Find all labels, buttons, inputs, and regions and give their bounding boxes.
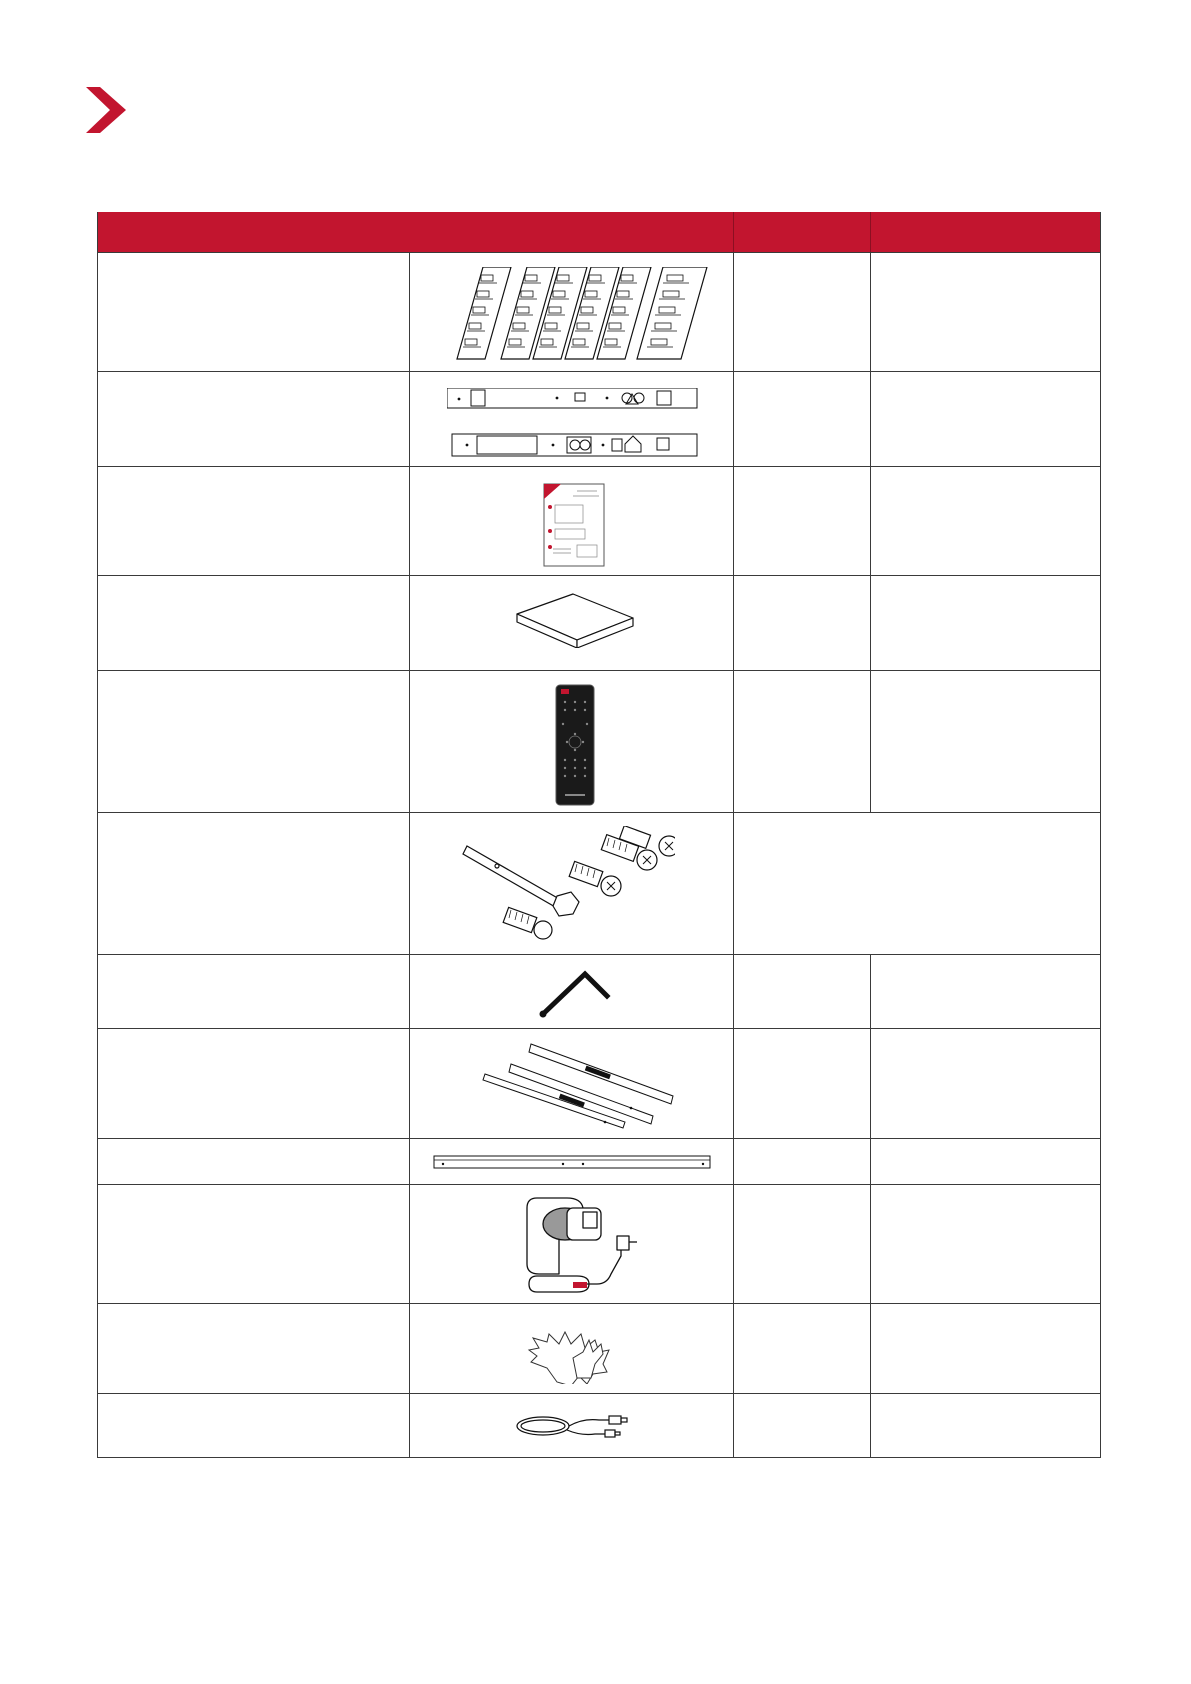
header-divider-1 [733,212,734,252]
hex-key-icon [539,968,611,1020]
col-divider-1 [409,252,410,1458]
cable-hook-sheets-icon [437,267,709,361]
brand-chevron-icon [84,87,126,133]
row-divider [97,1393,1101,1394]
gloves-icon [527,1316,613,1384]
row-divider [97,1028,1101,1029]
col-divider-3b [870,954,871,1458]
row-divider [97,812,1101,813]
table-border-left [97,212,98,1458]
mounting-brackets-icon [447,388,699,458]
row-divider [97,1138,1101,1139]
remote-control-icon [555,684,595,806]
row-divider [97,1303,1101,1304]
table-border-bottom [97,1457,1101,1458]
box-icon [513,592,637,648]
row-divider [97,575,1101,576]
row-divider [97,252,1101,253]
row-divider [97,371,1101,372]
row-divider [97,954,1101,955]
row-divider [97,466,1101,467]
row-divider [97,670,1101,671]
usb-cable-icon [513,1408,629,1444]
cover-plates-icon [481,1042,675,1132]
header-divider-2 [870,212,871,252]
accessories-table [97,212,1101,1458]
long-bar-icon [433,1152,713,1172]
row-divider [97,1184,1101,1185]
quick-start-guide-icon [543,483,607,567]
col-divider-2a [733,252,734,1458]
table-border-right [1100,212,1101,1458]
screws-icon [461,826,675,948]
col-divider-3a [870,252,871,812]
vacuum-tool-icon [517,1196,647,1296]
table-header [97,212,1101,252]
